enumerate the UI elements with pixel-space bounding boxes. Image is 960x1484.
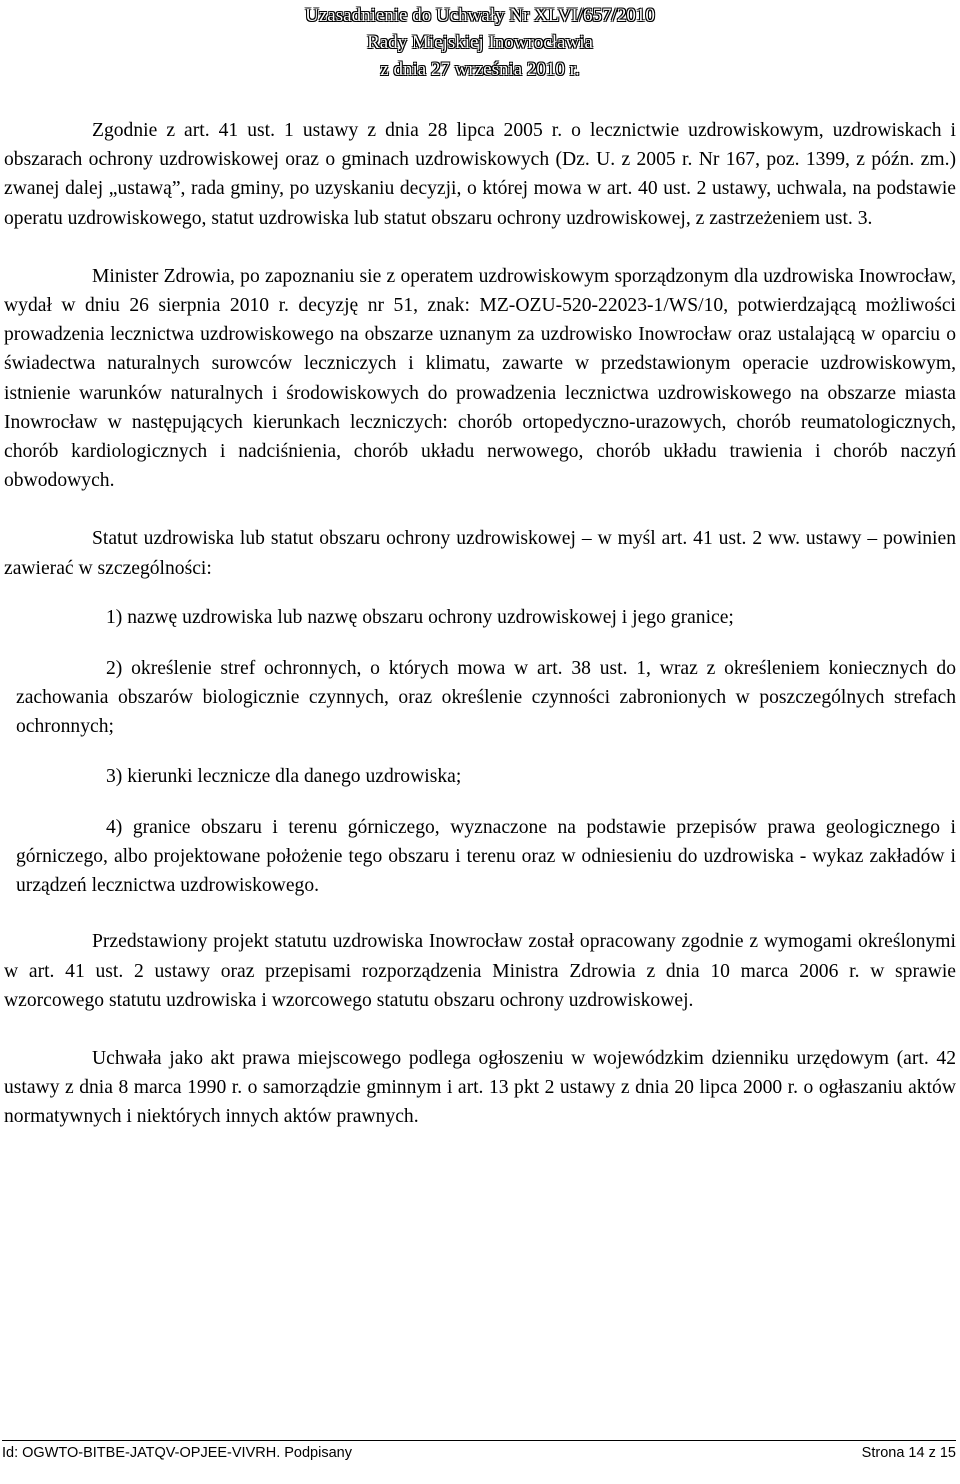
paragraph-statute-contents: Statut uzdrowiska lub statut obszaru ochrony uzdrowiskowej – w myśl art. 41 ust. 2 ww. ustawy – powinien zawierać w szczególności:: [4, 528, 956, 579]
footer-page-number: Strona 14 z 15: [861, 1445, 956, 1461]
document-body: [4, 116, 956, 1161]
header-date: z dnia 27 września 2010 r.: [380, 59, 580, 80]
list-item-4: 4) granice obszaru i terenu górniczego, wyznaczone na podstawie przepisów prawa geologicznego i górniczego, albo projektowane położenie tego obszaru i terenu oraz w odniesieniu do uzdrowiska - wykaz zakładów i urządzeń lecznictwa uzdrowiskowego.: [16, 816, 956, 897]
document-header: [0, 2, 960, 83]
footer-document-id: Id: OGWTO-BITBE-JATQV-OPJEE-VIVRH. Podpisany: [2, 1445, 352, 1461]
header-title: Uzasadnienie do Uchwały Nr XLVI/657/2010: [305, 5, 655, 26]
paragraph-publication: Uchwała jako akt prawa miejscowego podlega ogłoszeniu w wojewódzkim dzienniku urzędowym (art. 42 ustawy z dnia 8 marca 1990 r. o samorządzie gminnym i art. 13 pkt 2 ustawy z dnia 20 lipca 2000 r. o ogłaszaniu aktów normatywnych i niektórych innych aktów prawnych.: [4, 1048, 956, 1128]
paragraph-draft-statute: Przedstawiony projekt statutu uzdrowiska Inowrocław został opracowany zgodnie z wymogami określonymi w art. 41 ust. 2 ustawy oraz przepisami rozporządzenia Ministra Zdrowia z dnia 10 marca 2006 r. w sprawie wzorcowego statutu uzdrowiska i wzorcowego statutu obszaru ochrony uzdrowiskowej.: [4, 931, 956, 1011]
header-council: Rady Miejskiej Inowrocławia: [367, 32, 593, 53]
list-item-2: 2) określenie stref ochronnych, o których mowa w art. 38 ust. 1, wraz z określeniem koniecznych do zachowania obszarów biologicznie czynnych, oraz określenie czynności zabronionych w poszczególnych strefach ochronnych;: [16, 658, 956, 738]
paragraph-legal-basis: Zgodnie z art. 41 ust. 1 ustawy z dnia 28 lipca 2005 r. o lecznictwie uzdrowiskowym, uzdrowiskach i obszarach ochrony uzdrowiskowej oraz o gminach uzdrowiskowych (Dz. U. z 2005 r. Nr 167, poz. 1399, z późn. zm.) zwanej dalej „ustawą”, rada gminy, po uzyskaniu decyzji, o której mowa w art. 40 ust. 2 ustawy, uchwala, na podstawie operatu uzdrowiskowego, statut uzdrowiska lub statut obszaru ochrony uzdrowiskowej, z zastrzeżeniem ust. 3.: [4, 120, 956, 229]
list-item-3: 3) kierunki lecznicze dla danego uzdrowiska;: [106, 765, 462, 787]
document-footer: [2, 1440, 956, 1461]
paragraph-minister-decision: Minister Zdrowia, po zapoznaniu sie z operatem uzdrowiskowym sporządzonym dla uzdrowiska Inowrocław, wydał w dniu 26 sierpnia 2010 r. decyzję nr 51, znak: MZ-OZU-520-22023-1/WS/10, potwierdzającą możliwości prowadzenia lecznictwa uzdrowiskowego na obszarze uznanym za uzdrowisko Inowrocław oraz ustalającą w oparciu o świadectwa naturalnych surowców leczniczych i klimatu, zawarte w przedstawionym operacie uzdrowiskowym, istnienie warunków naturalnych i środowiskowych do prowadzenia lecznictwa uzdrowiskowego na obszarze miasta Inowrocław w następujących kierunkach leczniczych: chorób ortopedyczno-urazowych, chorób reumatologicznych, chorób kardiologicznych i nadciśnienia, chorób układu nerwowego, chorób układu trawienia i chorób naczyń obwodowych.: [4, 265, 956, 492]
list-item-1: 1) nazwę uzdrowiska lub nazwę obszaru ochrony uzdrowiskowej i jego granice;: [106, 606, 734, 628]
